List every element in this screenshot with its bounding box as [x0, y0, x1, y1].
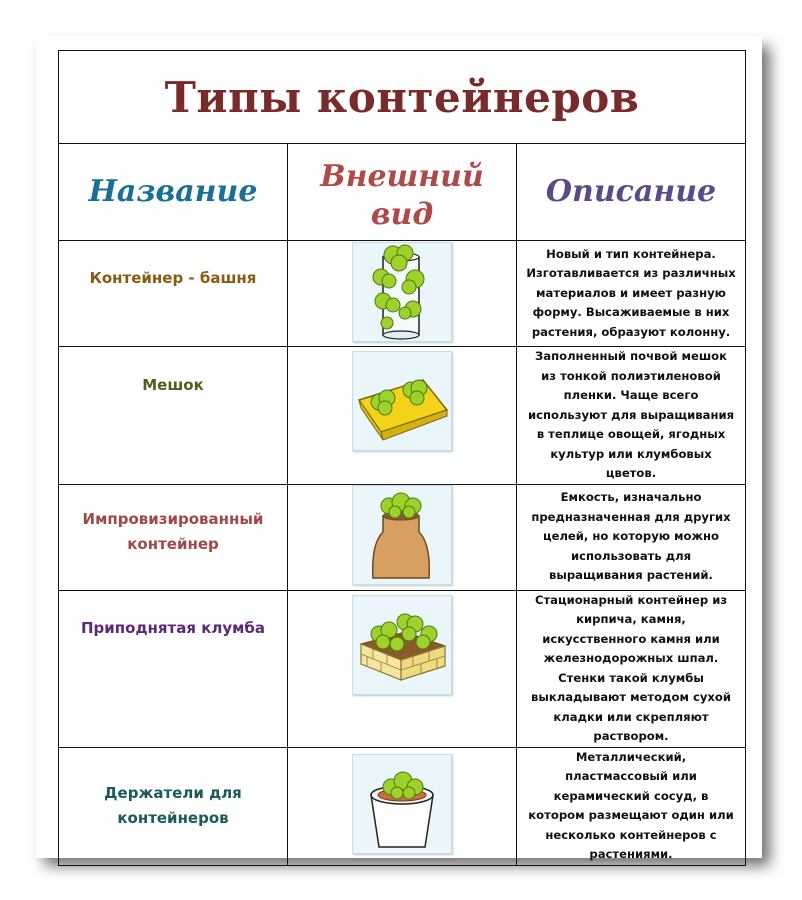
- page-title: Типы контейнеров: [164, 72, 640, 122]
- row-name-cell: [59, 747, 288, 865]
- description-line: Металлический,: [575, 749, 687, 764]
- raised-bed-icon: [352, 595, 452, 695]
- description-line: культур или клумбовых: [550, 446, 712, 461]
- row-description-cell: [517, 590, 746, 747]
- description-line: кирпича, камня,: [576, 612, 686, 626]
- row-description-cell: [517, 484, 746, 590]
- description-line: железнодорожных шпал.: [543, 651, 719, 665]
- header-description: [517, 144, 746, 241]
- table-row: [59, 590, 746, 747]
- row-description-cell: [517, 241, 746, 347]
- description-line: несколько контейнеров с: [545, 827, 717, 842]
- table-row: [59, 347, 746, 485]
- header-description-label: Описание: [545, 174, 717, 209]
- grow-bag-icon: [352, 351, 452, 451]
- description-line: Емкость, изначально: [560, 490, 702, 505]
- description-line: выращивания растений.: [549, 568, 713, 583]
- description-line: используют для выращивания: [527, 407, 735, 422]
- row-name-cell: [59, 241, 288, 347]
- description-line: Новый и тип контейнера.: [546, 246, 716, 261]
- header-name: [59, 144, 288, 241]
- description-line: пластмассовый или: [565, 769, 697, 783]
- row-name-line2: контейнер: [127, 535, 219, 553]
- description-line: керамический сосуд, в: [553, 788, 709, 803]
- row-name-cell: [59, 484, 288, 590]
- description-line: кладки или скрепляют: [553, 709, 709, 724]
- title-cell: [59, 51, 746, 144]
- row-image-cell: [288, 484, 517, 590]
- header-appearance-line2: вид: [370, 197, 434, 232]
- row-name: Мешок: [142, 375, 204, 394]
- row-image-cell: [288, 747, 517, 865]
- description-line: форму. Высаживаемые в них: [532, 305, 730, 320]
- description-line: Стационарный контейнер из: [534, 592, 728, 607]
- row-name-line1: Держатели для: [104, 784, 242, 802]
- description-line: растения, образуют колонну.: [531, 324, 731, 339]
- header-appearance: [288, 144, 517, 241]
- description-line: материалов и имеет разную: [536, 285, 726, 300]
- description-line: Стенки такой клумбы: [558, 670, 704, 685]
- table-row: [59, 241, 746, 347]
- table-row: [59, 484, 746, 590]
- row-name-cell: [59, 347, 288, 485]
- row-image-cell: [288, 241, 517, 347]
- row-image-cell: [288, 347, 517, 485]
- row-name: Приподнятая клумба: [80, 619, 266, 637]
- row-image-cell: [288, 590, 517, 747]
- description-line: предназначенная для других: [531, 509, 731, 524]
- description-line: использовать для: [570, 548, 692, 563]
- row-name: Контейнер - башня: [89, 269, 257, 287]
- description-line: Изготавливается из различных: [526, 266, 736, 281]
- row-name-line2: контейнеров: [117, 809, 229, 827]
- description-line: выкладывают методом сухой: [531, 690, 731, 704]
- description-line: Заполненный почвой мешок: [535, 349, 727, 363]
- tower-container-icon: [352, 242, 452, 342]
- table-row: [59, 747, 746, 865]
- header-row: [59, 144, 746, 241]
- row-description-cell: [517, 747, 746, 865]
- description-line: искусственного камня или: [542, 631, 720, 646]
- header-appearance-line1: Внешний: [320, 159, 484, 194]
- title-row: [59, 51, 746, 144]
- description-line: цветов.: [605, 466, 657, 480]
- row-name-cell: [59, 590, 288, 747]
- header-name-label: Название: [88, 174, 258, 209]
- description-line: пленки. Чаще всего: [563, 388, 699, 402]
- description-line: в теплице овощей, ягодных: [536, 427, 726, 441]
- container-types-table: [58, 50, 746, 866]
- row-description-cell: [517, 347, 746, 485]
- pot-holder-icon: [352, 754, 452, 854]
- description-line: целей, но которую можно: [542, 529, 720, 544]
- description-line: котором размещают один или: [528, 808, 734, 822]
- description-line: из тонкой полиэтиленовой: [541, 368, 721, 383]
- description-line: раствором.: [593, 729, 669, 743]
- improvised-container-icon: [352, 485, 452, 585]
- description-line: растениями.: [589, 847, 673, 861]
- row-name-line1: Импровизированный: [82, 510, 264, 528]
